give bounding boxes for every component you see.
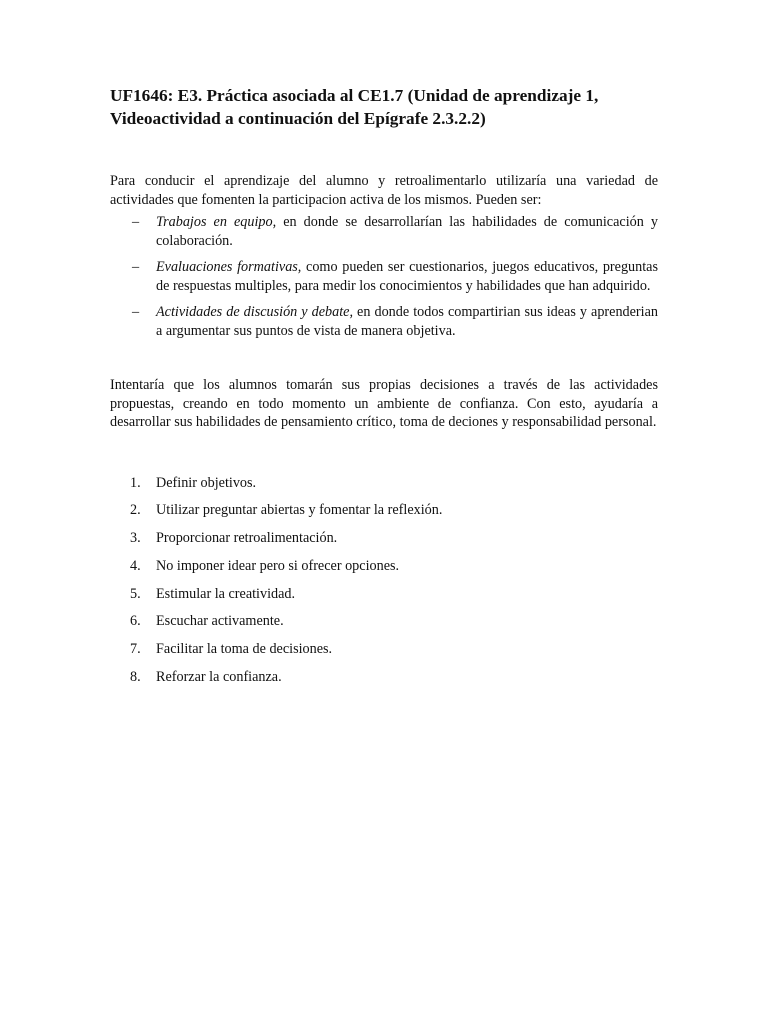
list-number: 7. — [130, 641, 141, 658]
activities-list — [110, 213, 658, 340]
list-item — [110, 258, 658, 295]
list-item — [110, 529, 658, 557]
dash-bullet: – — [132, 259, 140, 275]
list-number: 6. — [130, 613, 141, 630]
step-text: Definir objetivos. — [156, 474, 257, 491]
list-item — [110, 557, 658, 585]
list-number: 3. — [130, 530, 141, 547]
list-item — [110, 303, 658, 340]
list-item — [110, 501, 658, 529]
list-item — [110, 585, 658, 613]
steps-list — [110, 474, 658, 696]
step-text: No imponer idear pero si ofrecer opciones. — [156, 557, 400, 574]
intro-paragraph: Para conducir el aprendizaje del alumno y retroalimentarlo utilizaría una variedad de actividades que fomenten la participacion activa de los mismos. Pueden ser: — [110, 173, 658, 208]
list-number: 2. — [130, 502, 141, 519]
list-number: 4. — [130, 557, 141, 574]
list-number: 5. — [130, 585, 141, 602]
step-text: Facilitar la toma de decisiones. — [156, 641, 333, 658]
dash-bullet: – — [132, 304, 140, 320]
list-number: 1. — [130, 474, 141, 491]
decisions-paragraph: Intentaría que los alumnos tomarán sus propias decisiones a través de las actividades propuestas, creando en todo momento un ambiente de confianza. Con esto, ayudaría a desarrollar sus habilidades de pensamiento crítico, toma de deciones y responsabilidad personal. — [110, 377, 658, 430]
activity-text: en donde se desarrollarían las habilidades de comunicación y colaboración. — [156, 214, 658, 249]
step-text: Utilizar preguntar abiertas y fomentar la reflexión. — [156, 502, 443, 519]
step-text: Escuchar activamente. — [156, 613, 284, 630]
activity-text: como pueden ser cuestionarios, juegos educativos, preguntas de respuestas multiples, para medir los conocimientos y habilidades que han adquirido. — [156, 259, 658, 294]
activity-term: Trabajos en equipo, — [156, 214, 277, 230]
step-text: Reforzar la confianza. — [156, 669, 282, 686]
list-item — [110, 213, 658, 250]
dash-bullet: – — [132, 214, 140, 230]
document-title: UF1646: E3. Práctica asociada al CE1.7 (Unidad de aprendizaje 1, Videoactividad a continuación del Epígrafe 2.3.2.2) — [110, 86, 599, 128]
list-item — [110, 668, 658, 696]
activity-text: en donde todos compartirian sus ideas y aprenderian a argumentar sus puntos de vista de manera objetiva. — [156, 304, 658, 339]
step-text: Estimular la creatividad. — [156, 585, 296, 602]
list-item — [110, 474, 658, 502]
list-item — [110, 612, 658, 640]
activity-term: Actividades de discusión y debate, — [156, 304, 354, 320]
list-number: 8. — [130, 669, 141, 686]
list-item — [110, 640, 658, 668]
step-text: Proporcionar retroalimentación. — [156, 530, 338, 547]
document-body — [110, 84, 658, 696]
activity-term: Evaluaciones formativas, — [156, 259, 302, 275]
